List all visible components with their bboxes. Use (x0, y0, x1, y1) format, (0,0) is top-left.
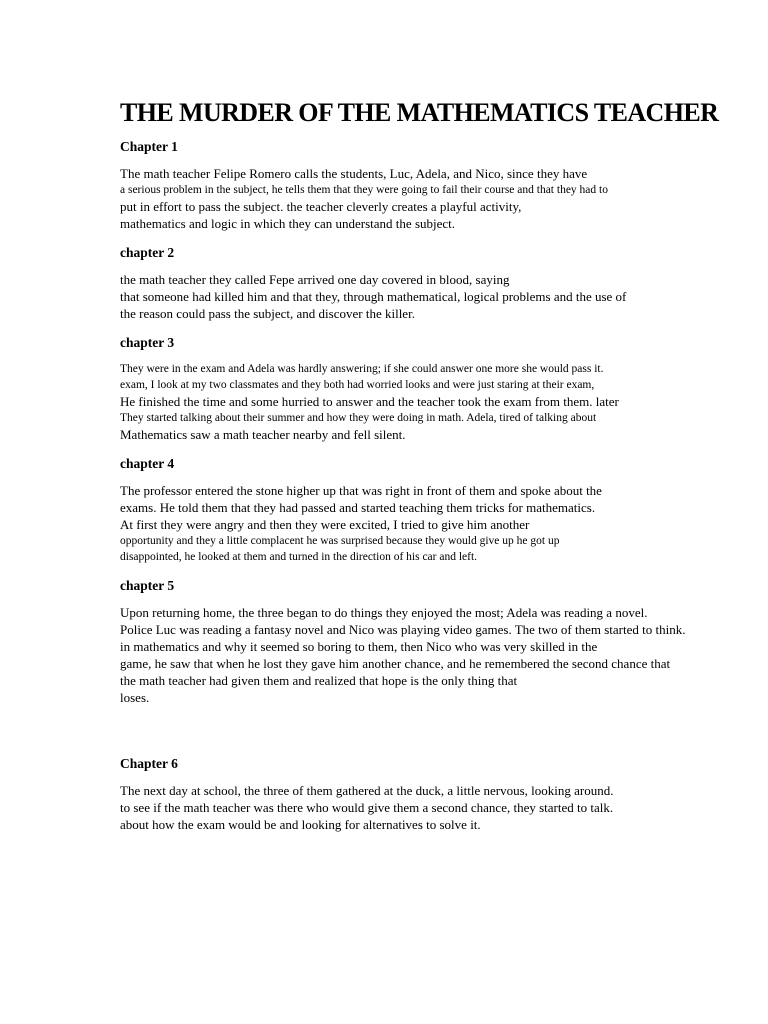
chapter-section (120, 334, 760, 443)
chapters-container (120, 138, 760, 833)
paragraph-line: in mathematics and why it seemed so boring to them, then Nico who was very skilled in the (120, 639, 598, 654)
paragraph-line: exam, I look at my two classmates and they both had worried looks and were just staring at their exam, (120, 379, 595, 391)
chapter-section (120, 755, 760, 833)
paragraph-line: The professor entered the stone higher up that was right in front of them and spoke about the (120, 483, 602, 498)
chapter-paragraph (120, 361, 760, 443)
paragraph-line: opportunity and they a little complacent he was surprised because they would give up he got up (120, 535, 560, 547)
section-spacer (120, 718, 760, 755)
chapter-paragraph (120, 271, 760, 322)
chapter-paragraph (120, 604, 760, 706)
chapter-paragraph (120, 165, 760, 232)
chapter-heading: chapter 5 (120, 578, 175, 593)
paragraph-line: They started talking about their summer and how they were doing in math. Adela, tired of talking about (120, 412, 597, 424)
chapter-section (120, 577, 760, 706)
paragraph-line: mathematics and logic in which they can understand the subject. (120, 216, 456, 231)
chapter-heading: Chapter 6 (120, 756, 178, 771)
paragraph-line: to see if the math teacher was there who would give them a second chance, they started to talk. (120, 800, 614, 815)
document-title: THE MURDER OF THE MATHEMATICS TEACHER (120, 98, 719, 127)
paragraph-line: At first they were angry and then they were excited, I tried to give him another (120, 517, 530, 532)
paragraph-line: Mathematics saw a math teacher nearby and fell silent. (120, 427, 406, 442)
paragraph-line: They were in the exam and Adela was hardly answering; if she could answer one more she would pass it. (120, 363, 604, 375)
paragraph-line: The next day at school, the three of them gathered at the duck, a little nervous, looking around. (120, 783, 614, 798)
paragraph-line: the math teacher they called Fepe arrived one day covered in blood, saying (120, 272, 510, 287)
paragraph-line: game, he saw that when he lost they gave him another chance, and he remembered the second chance that (120, 656, 671, 671)
paragraph-line: about how the exam would be and looking for alternatives to solve it. (120, 817, 481, 832)
paragraph-line: the math teacher had given them and realized that hope is the only thing that (120, 673, 518, 688)
chapter-section (120, 244, 760, 322)
chapter-section (120, 138, 760, 232)
chapter-paragraph (120, 782, 760, 833)
paragraph-line: the reason could pass the subject, and discover the killer. (120, 306, 415, 321)
paragraph-line: Upon returning home, the three began to do things they enjoyed the most; Adela was reading a novel. (120, 605, 648, 620)
paragraph-line: that someone had killed him and that they, through mathematical, logical problems and the use of (120, 289, 627, 304)
paragraph-line: a serious problem in the subject, he tells them that they were going to fail their course and that they had to (120, 184, 608, 196)
chapter-heading: chapter 2 (120, 245, 175, 260)
paragraph-line: loses. (120, 690, 150, 705)
paragraph-line: exams. He told them that they had passed and started teaching them tricks for mathematics. (120, 500, 596, 515)
chapter-section (120, 455, 760, 565)
chapter-heading: Chapter 1 (120, 139, 178, 154)
paragraph-line: The math teacher Felipe Romero calls the students, Luc, Adela, and Nico, since they have (120, 166, 588, 181)
paragraph-line: Police Luc was reading a fantasy novel and Nico was playing video games. The two of them started to think. (120, 622, 686, 637)
paragraph-line: He finished the time and some hurried to answer and the teacher took the exam from them. later (120, 394, 619, 409)
paragraph-line: put in effort to pass the subject. the teacher cleverly creates a playful activity, (120, 199, 522, 214)
paragraph-line: disappointed, he looked at them and turned in the direction of his car and left. (120, 551, 478, 563)
chapter-paragraph (120, 482, 760, 565)
document-page (120, 98, 760, 845)
chapter-heading: chapter 3 (120, 335, 175, 350)
chapter-heading: chapter 4 (120, 456, 175, 471)
